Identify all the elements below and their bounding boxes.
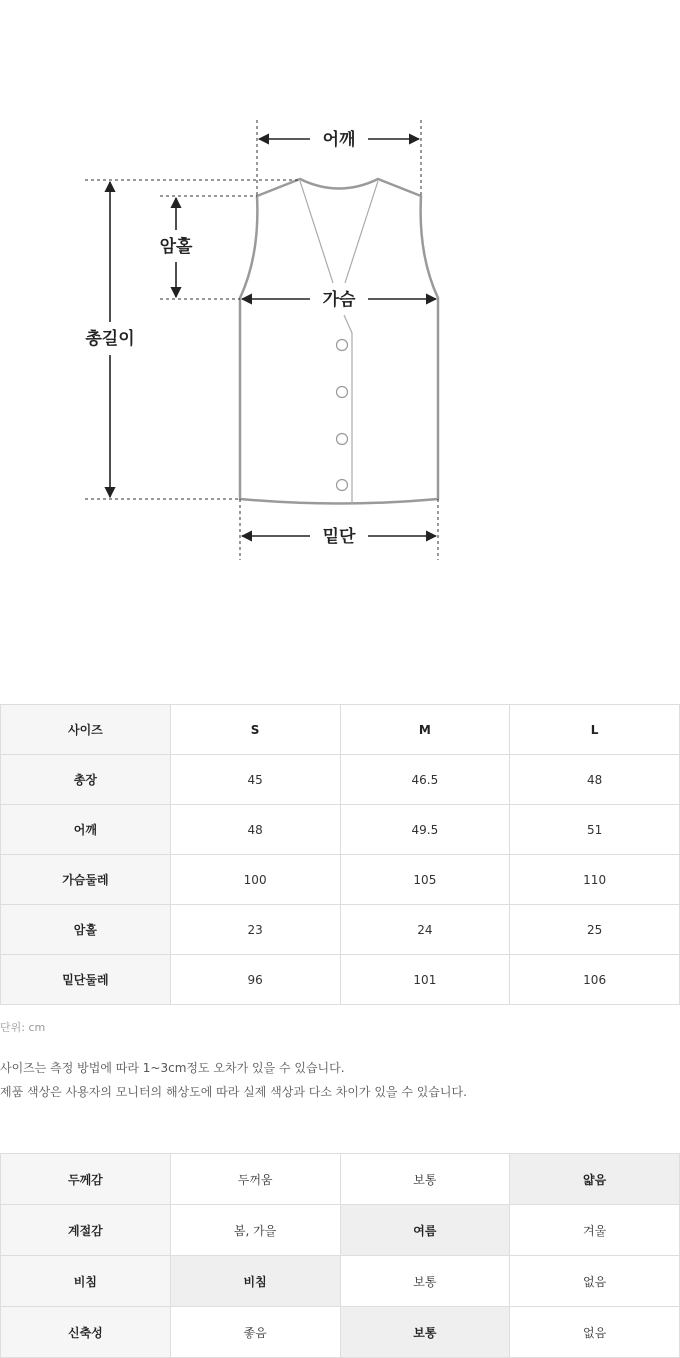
- header-cell: 사이즈: [1, 705, 171, 755]
- color-note: 제품 색상은 사용자의 모니터의 해상도에 따라 실제 색상과 다소 차이가 있을 수 있습니다.: [0, 1085, 467, 1099]
- table-cell: 96: [170, 955, 340, 1005]
- table-cell: 25: [510, 905, 680, 955]
- option-cell: 여름: [340, 1205, 510, 1256]
- armhole-label: 암홀: [159, 237, 193, 257]
- row-label: 밑단둘레: [1, 955, 171, 1005]
- table-cell: 46.5: [340, 755, 510, 805]
- button-3: [337, 434, 348, 445]
- hem-label: 밑단: [322, 527, 356, 547]
- table-row: [1, 1307, 680, 1358]
- fabric-feel-table: [0, 1153, 680, 1358]
- header-cell: M: [340, 705, 510, 755]
- table-row: [1, 855, 680, 905]
- row-label: 어깨: [1, 805, 171, 855]
- option-cell: 보통: [340, 1154, 510, 1205]
- table-cell: 24: [340, 905, 510, 955]
- button-2: [337, 387, 348, 398]
- row-label: 계절감: [1, 1205, 171, 1256]
- table-cell: 48: [510, 755, 680, 805]
- option-cell: 보통: [340, 1256, 510, 1307]
- option-cell: 얇음: [510, 1154, 680, 1205]
- measurement-note: 사이즈는 측정 방법에 따라 1~3cm정도 오차가 있을 수 있습니다.: [0, 1061, 345, 1075]
- row-label: 비침: [1, 1256, 171, 1307]
- size-table: [0, 704, 680, 1005]
- table-cell: 48: [170, 805, 340, 855]
- table-row: [1, 1256, 680, 1307]
- row-label: 암홀: [1, 905, 171, 955]
- header-cell: L: [510, 705, 680, 755]
- table-cell: 106: [510, 955, 680, 1005]
- size-table-header: [1, 705, 680, 755]
- row-label: 총장: [1, 755, 171, 805]
- table-row: [1, 1205, 680, 1256]
- table-cell: 51: [510, 805, 680, 855]
- option-cell: 봄, 가을: [170, 1205, 340, 1256]
- table-row: [1, 755, 680, 805]
- option-cell: 없음: [510, 1256, 680, 1307]
- chest-label: 가슴: [322, 290, 356, 310]
- length-label: 총길이: [85, 329, 135, 349]
- table-row: [1, 1154, 680, 1205]
- table-cell: 101: [340, 955, 510, 1005]
- header-cell: S: [170, 705, 340, 755]
- table-cell: 110: [510, 855, 680, 905]
- table-row: [1, 805, 680, 855]
- table-cell: 105: [340, 855, 510, 905]
- button-1: [337, 340, 348, 351]
- row-label: 신축성: [1, 1307, 171, 1358]
- table-row: [1, 905, 680, 955]
- row-label: 가슴둘레: [1, 855, 171, 905]
- shoulder-label: 어깨: [322, 130, 356, 150]
- unit-note: 단위: cm: [0, 1021, 46, 1034]
- option-cell: 보통: [340, 1307, 510, 1358]
- option-cell: 좋음: [170, 1307, 340, 1358]
- table-cell: 45: [170, 755, 340, 805]
- row-label: 두께감: [1, 1154, 171, 1205]
- option-cell: 없음: [510, 1307, 680, 1358]
- option-cell: 비침: [170, 1256, 340, 1307]
- table-row: [1, 955, 680, 1005]
- table-cell: 49.5: [340, 805, 510, 855]
- table-cell: 100: [170, 855, 340, 905]
- button-4: [337, 480, 348, 491]
- vest-measurement-diagram: [0, 0, 680, 640]
- table-cell: 23: [170, 905, 340, 955]
- option-cell: 겨울: [510, 1205, 680, 1256]
- option-cell: 두꺼움: [170, 1154, 340, 1205]
